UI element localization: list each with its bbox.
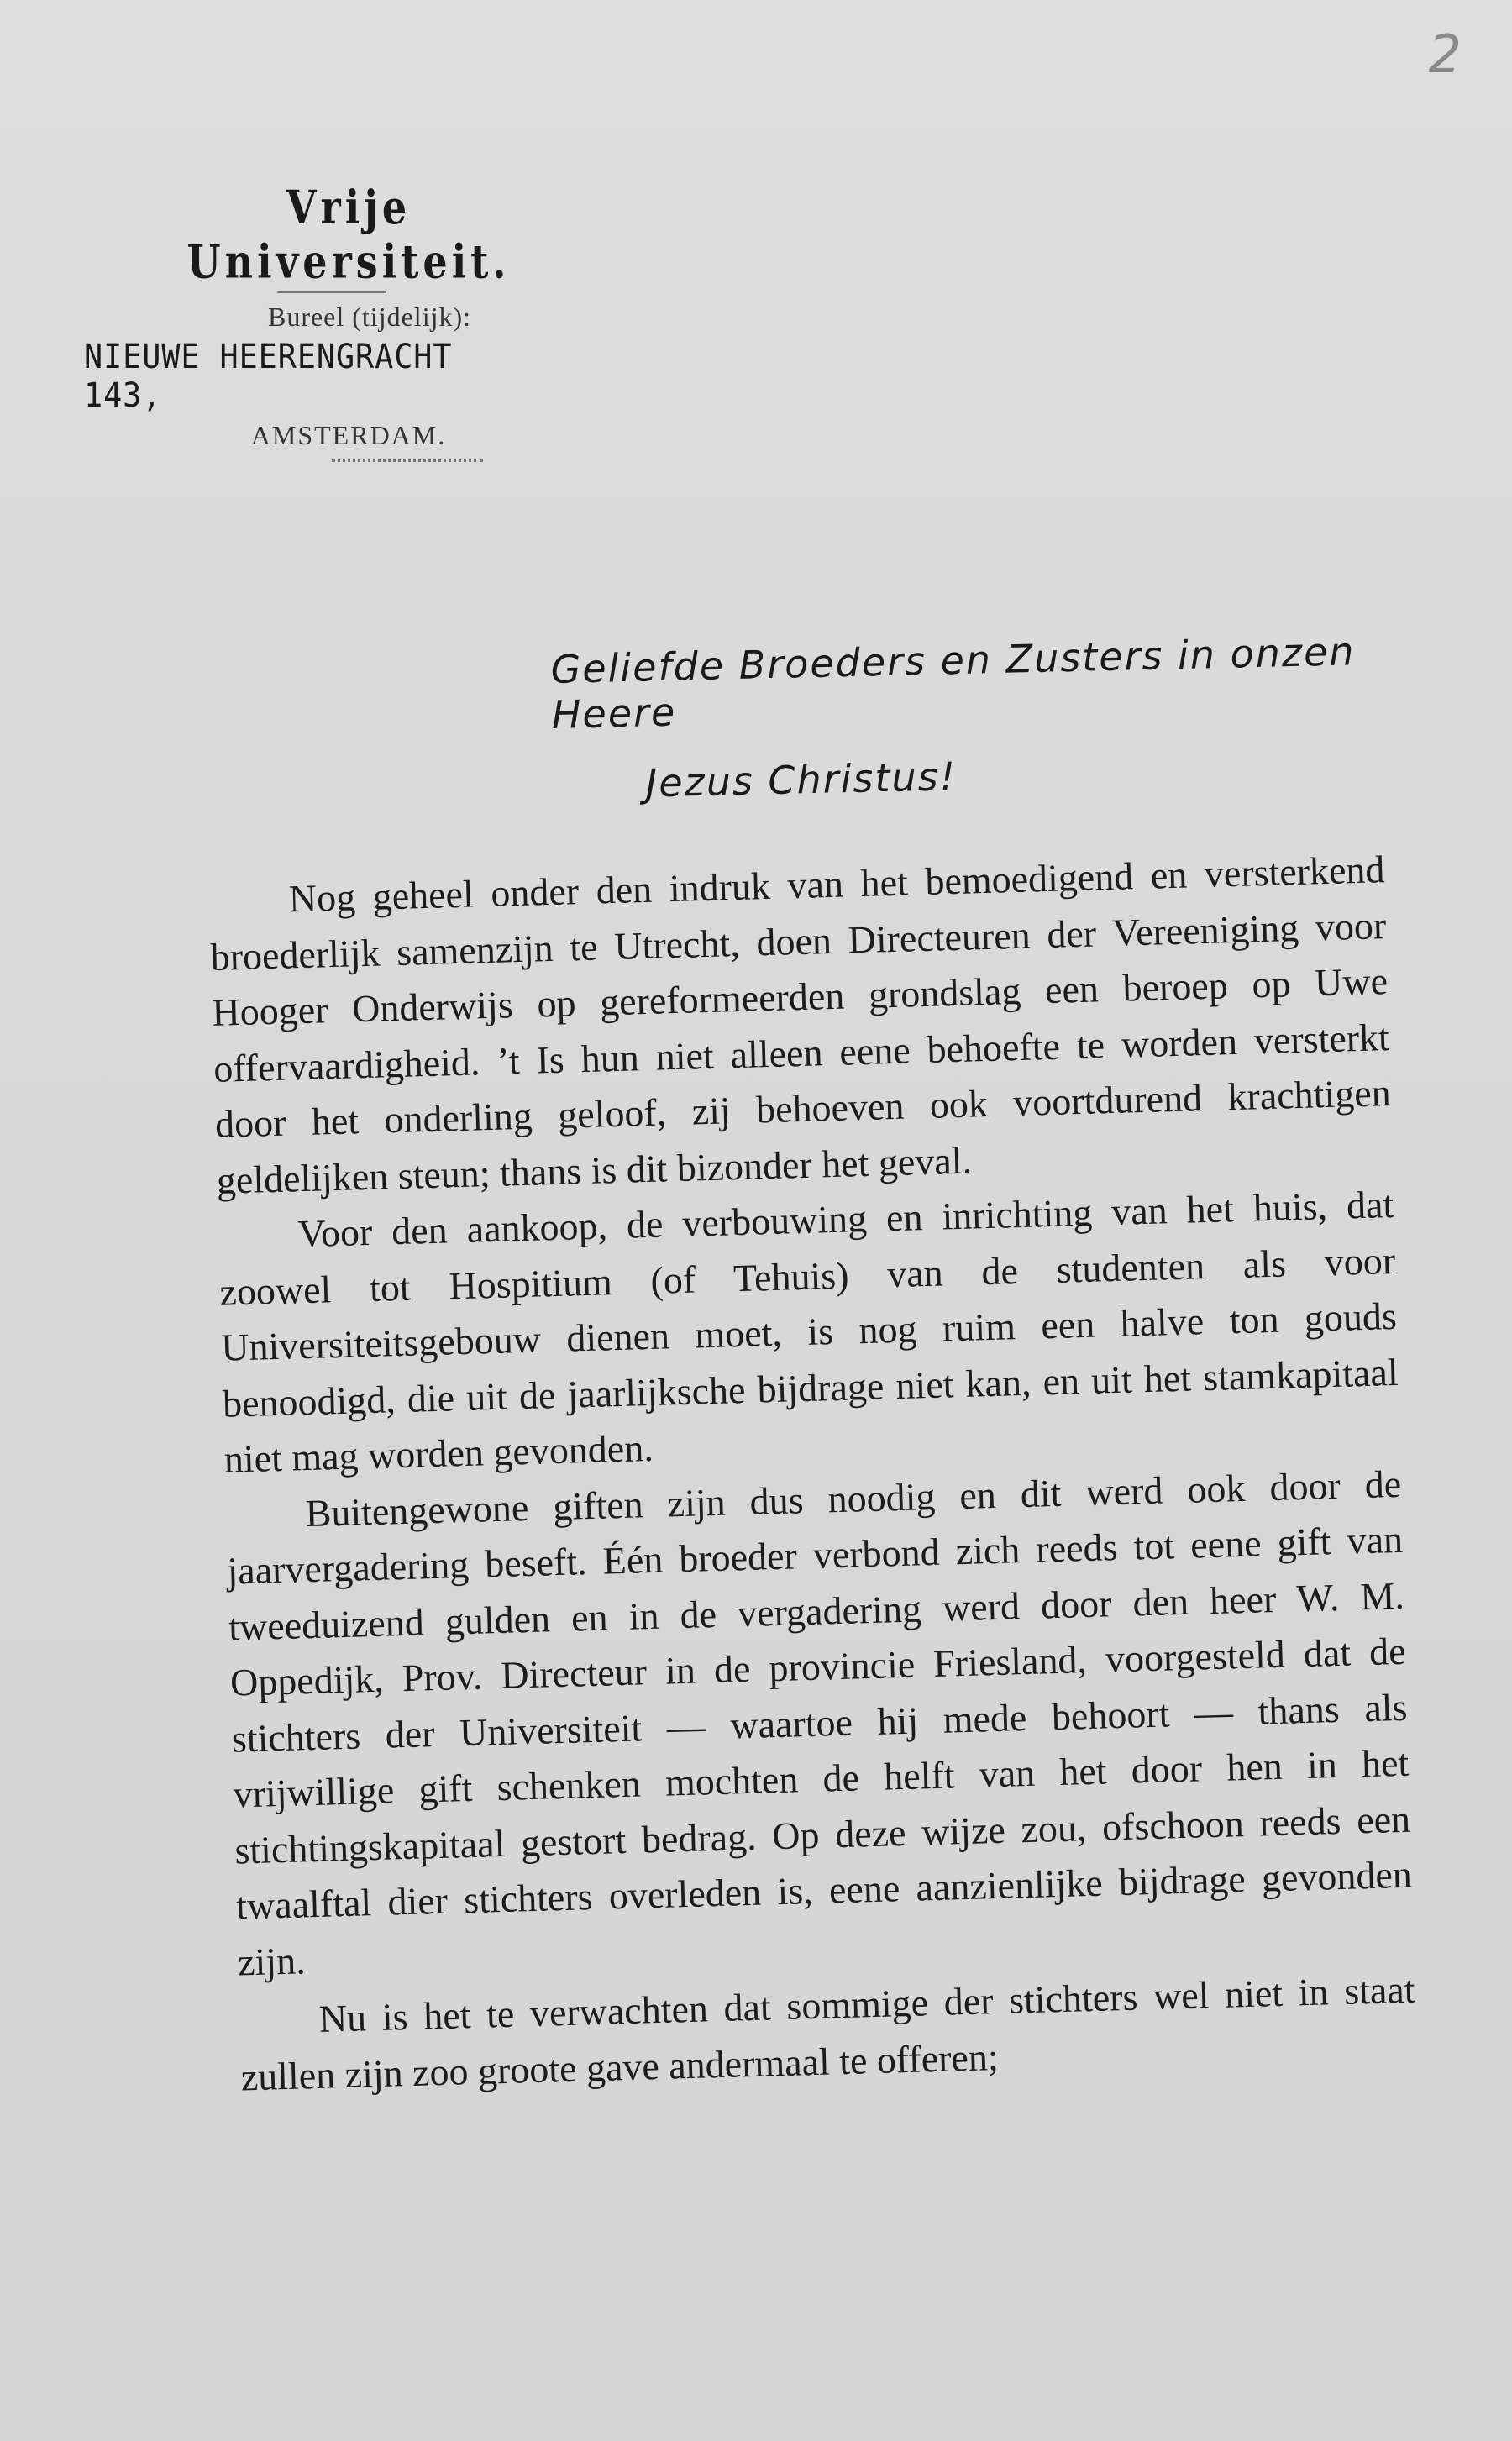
salutation-line-1: Geliefde Broeders en Zusters in onzen Heere: [550, 628, 1357, 738]
ornamental-rule: [332, 453, 483, 462]
office-label: Bureel (tijdelijk):: [267, 302, 472, 332]
page-number: 2: [1428, 24, 1462, 85]
paragraph: Nu is het te verwachten dat sommige der stichters wel niet in staat zullen zijn zoo groote gave andermaal te offeren;: [240, 1967, 1416, 2098]
letterhead-divider: [277, 291, 386, 293]
street-address: NIEUWE HEERENGRACHT 143,: [84, 338, 453, 415]
city: AMSTERDAM.: [250, 420, 447, 450]
letter-body: [208, 842, 1417, 2105]
salutation: [550, 627, 1394, 808]
paragraph: Buitengewone giften zijn dus noodig en dit werd ook door de jaarvergadering beseft. Één broeder verbond zich reeds tot eene gift van tweeduizend gulden en in de vergadering werd door den heer W. M. Oppedijk, Prov. Directeur in de provincie Friesland, voorgesteld dat de stichters der Universiteit — waartoe hij mede behoort — thans als vrijwillige gift schenken mochten de helft van het door hen in het stichtingskapitaal gestort bedrag. Op deze wijze zou, ofschoon reeds een twaalftal dier stichters overleden is, eene aanzienlijke bijdrage gevonden zijn.: [226, 1462, 1413, 1984]
salutation-line-2: Jezus Christus!: [645, 753, 958, 806]
paragraph: Voor den aankoop, de verbouwing en inrichting van het huis, dat zoowel tot Hospitium (of Tehuis) van de studenten als voor Universiteitsgebouw dienen moet, is nog ruim een halve ton gouds benoodigd, die uit de jaarlijksche bijdrage niet kan, en uit het stamkapitaal niet mag worden gevonden.: [218, 1182, 1399, 1481]
institution-name: Vrije Universiteit.: [186, 180, 511, 289]
letterhead: [84, 180, 580, 462]
paragraph: Nog geheel onder den indruk van het bemoedigend en versterkend broederlijk samenzijn te Utrecht, doen Directeuren der Vereeniging voor Hooger Onderwijs op gereformeerden grondslag een beroep op Uwe offervaardigheid. ’t Is hun niet alleen eene behoefte te worden versterkt door het onderling geloof, zij behoeven ook voortdurend krachtigen geldelijken steun; thans is dit bizonder het geval.: [209, 848, 1392, 1202]
